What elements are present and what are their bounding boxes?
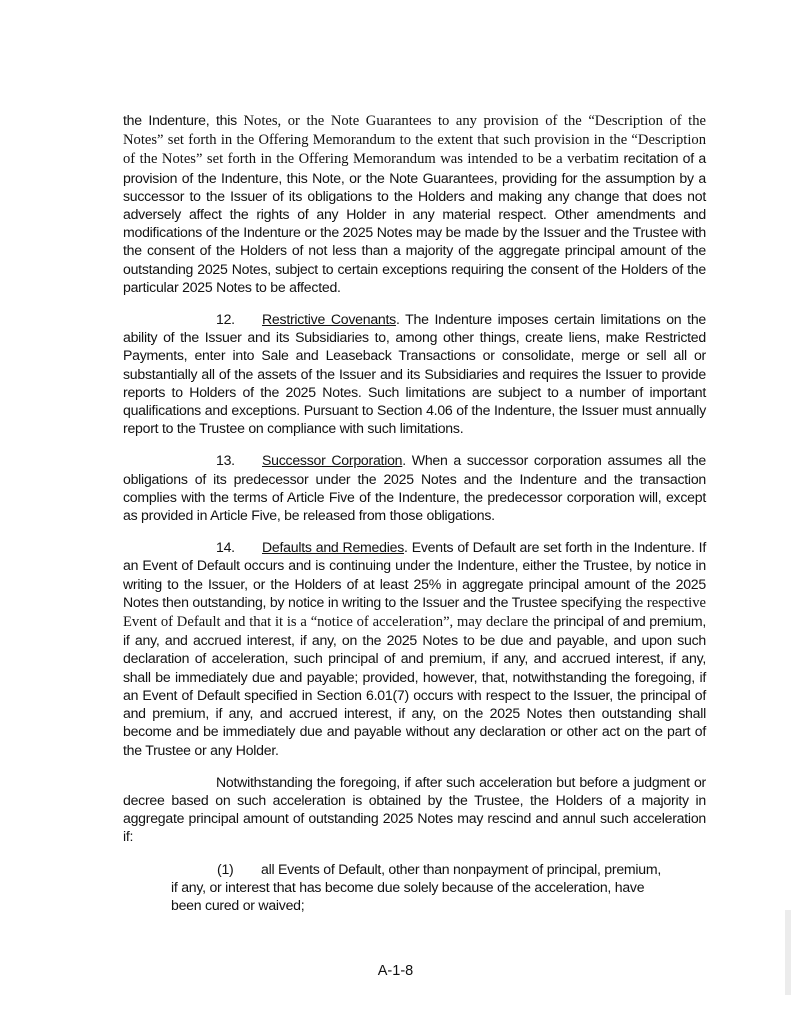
section-13-number: 13.: [216, 452, 235, 469]
intro-serif-text: Notes, or the Note Guarantees to any provision of the “Description of the Notes” set forth in the Offering Memorandum to the extent that such provision in the “Description of the Notes” set forth in the Offering Memorandum was intended to be a verbatim: [123, 113, 706, 168]
section-14-body-a: . Events of Default are set forth in the Indenture. If an Event of Default occurs and is continuing under the Indenture, either the Trustee, by notice in writing to the Issuer, or the Holders of at least 25% in aggregate principal amount of the 2025 Notes then outstanding, by notice in writing to the Issuer and the Trustee specify: [123, 539, 707, 610]
section-13-body: . When a successor corporation assumes all the obligations of its predecessor under the 2025 Notes and the Indenture and the transaction complies with the terms of Article Five of the Indenture, the predecessor corporation will, except as provided in Article Five, be released from those obligations.: [123, 452, 706, 524]
section-13-paragraph: [123, 451, 706, 524]
section-12-title: Restrictive Covenants: [262, 311, 396, 328]
section-14-number: 14.: [216, 539, 235, 556]
list-item-1-number: (1): [217, 860, 234, 877]
section-14-serif-text: ing the respective Event of Default and that it is a “notice of acceleration”, may declare the: [123, 594, 706, 631]
notwithstanding-paragraph: Notwithstanding the foregoing, if after such acceleration but before a judgment or decree based on such acceleration is obtained by the Trustee, the Holders of a majority in aggregate principal amount of outstanding 2025 Notes may rescind and annul such acceleration if:: [123, 773, 706, 845]
document-body: [123, 111, 706, 914]
page-number: A-1-8: [377, 963, 414, 979]
section-14-paragraph: [123, 538, 706, 758]
intro-lead: the Indenture, this: [123, 112, 244, 128]
section-12-number: 12.: [216, 311, 235, 328]
scan-edge-mark: [785, 910, 791, 995]
section-12-paragraph: [123, 310, 706, 437]
list-item-1: [171, 860, 666, 915]
section-13-title: Successor Corporation: [262, 452, 403, 469]
section-12-body: . The Indenture imposes certain limitations on the ability of the Issuer and its Subsidiaries to, among other things, create liens, make Restricted Payments, enter into Sale and Leaseback Transactions or consolidate, merge or sell all or substantially all of the assets of the Issuer and its Subsidiaries and requires the Issuer to provide reports to Holders of the 2025 Notes. Such limitations are subject to a number of important qualifications and exceptions. Pursuant to Section 4.06 of the Indenture, the Issuer must annually report to the Trustee on compliance with such limitations.: [123, 311, 707, 437]
section-14-title: Defaults and Remedies: [262, 539, 404, 556]
list-item-1-text: all Events of Default, other than nonpayment of principal, premium, if any, or interest that has become due solely because of the acceleration, have been cured or waived;: [171, 860, 662, 913]
intro-paragraph: [123, 111, 706, 296]
section-14-body-b: principal of and premium, if any, and accrued interest, if any, on the 2025 Notes to be due and payable, and upon such declaration of acceleration, such principal of and premium, if any, and accrued interest, if any, shall be immediately due and payable; provided, however, that, notwithstanding the foregoing, if an Event of Default specified in Section 6.01(7) occurs with respect to the Issuer, the principal of and premium, if any, and accrued interest, if any, on the 2025 Notes then outstanding shall become and be immediately due and payable without any declaration or other act on the part of the Trustee or any Holder.: [123, 613, 707, 758]
intro-rest: recitation of a provision of the Indenture, this Note, or the Note Guarantees, providing for the assumption by a successor to the Issuer of its obligations to the Holders and making any change that does not adversely affect the rights of any Holder in any material respect. Other amendments and modifications of the Indenture or the 2025 Notes may be made by the Issuer and the Trustee with the consent of the Holders of not less than a majority of the aggregate principal amount of the outstanding 2025 Notes, subject to certain exceptions requiring the consent of the Holders of the particular 2025 Notes to be affected.: [123, 150, 707, 295]
